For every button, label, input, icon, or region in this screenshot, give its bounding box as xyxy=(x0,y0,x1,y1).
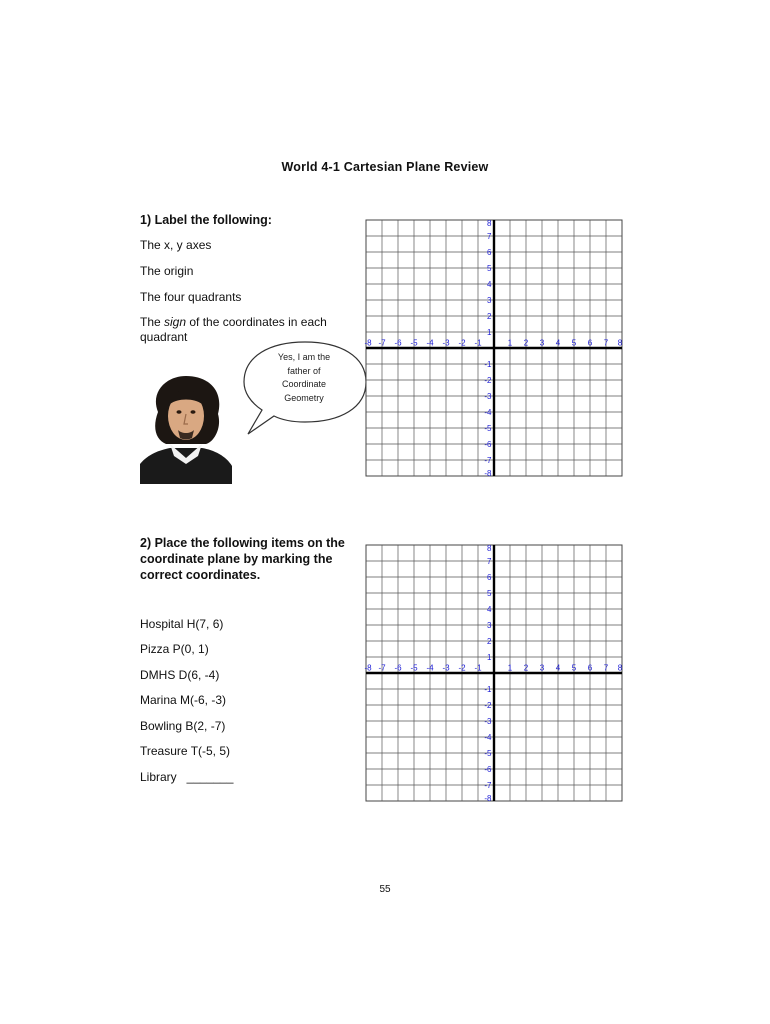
label-item-origin: The origin xyxy=(140,264,194,278)
x-tick-label: 1 xyxy=(507,663,513,673)
speech-bubble-text xyxy=(248,351,360,405)
y-tick-label: 5 xyxy=(487,589,492,598)
x-tick-label: -4 xyxy=(426,338,434,348)
x-tick-label: -5 xyxy=(410,338,418,348)
x-tick-label: 8 xyxy=(617,338,623,348)
question-2-heading: 2) Place the following items on the coordinate plane by marking the correct coordinates. xyxy=(140,536,345,582)
x-tick-label: -6 xyxy=(394,338,402,348)
y-tick-label: -8 xyxy=(484,469,492,478)
place-item-treasure: Treasure T(-5, 5) xyxy=(140,744,231,758)
x-tick-label: 4 xyxy=(555,663,561,673)
place-item-marina: Marina M(-6, -3) xyxy=(140,693,227,707)
x-tick-label: -2 xyxy=(458,663,466,673)
descartes-portrait xyxy=(140,372,232,484)
x-tick-label: 3 xyxy=(539,663,545,673)
bubble-line: Yes, I am the xyxy=(277,352,331,362)
y-tick-label: 2 xyxy=(487,312,492,321)
x-tick-label: 2 xyxy=(523,663,529,673)
y-tick-label: -5 xyxy=(484,424,492,433)
x-tick-label: -2 xyxy=(458,338,466,348)
x-tick-label: 1 xyxy=(507,338,513,348)
bubble-line: Coordinate xyxy=(281,379,327,389)
x-tick-label: -8 xyxy=(364,338,372,348)
x-tick-label: 8 xyxy=(617,663,623,673)
y-tick-label: -1 xyxy=(484,685,492,694)
y-tick-label: 4 xyxy=(487,605,492,614)
y-tick-label: 8 xyxy=(487,544,492,553)
y-tick-label: -6 xyxy=(484,440,492,449)
page-number: 55 xyxy=(379,884,391,895)
place-item-hospital: Hospital H(7, 6) xyxy=(140,617,224,631)
y-tick-label: -7 xyxy=(484,456,492,465)
y-tick-label: 6 xyxy=(487,248,492,257)
x-tick-label: -3 xyxy=(442,338,450,348)
y-tick-label: 8 xyxy=(487,219,492,228)
x-tick-label: -4 xyxy=(426,663,434,673)
y-tick-label: -3 xyxy=(484,717,492,726)
y-tick-label: 5 xyxy=(487,264,492,273)
x-tick-label: 3 xyxy=(539,338,545,348)
x-tick-label: 5 xyxy=(571,338,577,348)
y-tick-label: -2 xyxy=(484,701,492,710)
x-tick-label: 2 xyxy=(523,338,529,348)
x-tick-label: -5 xyxy=(410,663,418,673)
x-tick-label: -8 xyxy=(364,663,372,673)
x-tick-label: 7 xyxy=(603,338,609,348)
y-tick-label: 7 xyxy=(487,232,492,241)
sign-item-prefix: The xyxy=(140,315,165,329)
x-tick-label: 6 xyxy=(587,338,593,348)
y-tick-label: -4 xyxy=(484,733,492,742)
sign-item-emphasis: sign xyxy=(164,315,187,329)
y-tick-label: -1 xyxy=(484,360,492,369)
bubble-line: father of xyxy=(287,365,321,376)
x-tick-label: -7 xyxy=(378,663,386,673)
question-1-heading: 1) Label the following: xyxy=(140,213,272,227)
y-tick-label: 1 xyxy=(487,328,492,337)
place-item-dmhs: DMHS D(6, -4) xyxy=(140,668,220,682)
y-tick-label: 2 xyxy=(487,637,492,646)
place-item-pizza: Pizza P(0, 1) xyxy=(140,642,209,656)
y-tick-label: -6 xyxy=(484,765,492,774)
x-tick-label: 5 xyxy=(571,663,577,673)
y-tick-label: -3 xyxy=(484,392,492,401)
label-item-quadrants: The four quadrants xyxy=(140,290,242,304)
x-tick-label: -7 xyxy=(378,338,386,348)
y-tick-label: 3 xyxy=(487,296,492,305)
x-tick-label: -1 xyxy=(474,663,482,673)
x-tick-label: 6 xyxy=(587,663,593,673)
y-tick-label: -7 xyxy=(484,781,492,790)
place-item-library: Library _______ xyxy=(140,770,234,784)
y-tick-label: 1 xyxy=(487,653,492,662)
coordinate-grid-2[interactable] xyxy=(360,539,625,807)
y-tick-label: 7 xyxy=(487,557,492,566)
x-tick-label: -3 xyxy=(442,663,450,673)
y-tick-label: 3 xyxy=(487,621,492,630)
bubble-line: Geometry xyxy=(284,392,324,403)
x-tick-label: 4 xyxy=(555,338,561,348)
page-title: World 4-1 Cartesian Plane Review xyxy=(281,160,489,174)
y-tick-label: -4 xyxy=(484,408,492,417)
x-tick-label: -1 xyxy=(474,338,482,348)
x-tick-label: 7 xyxy=(603,663,609,673)
y-tick-label: -8 xyxy=(484,794,492,803)
y-tick-label: -5 xyxy=(484,749,492,758)
y-tick-label: -2 xyxy=(484,376,492,385)
y-tick-label: 6 xyxy=(487,573,492,582)
y-tick-label: 4 xyxy=(487,280,492,289)
label-item-axes: The x, y axes xyxy=(140,238,212,252)
coordinate-grid-1[interactable] xyxy=(360,214,625,482)
sign-item-suffix: of the coordinates in each quadrant xyxy=(140,315,327,344)
x-tick-label: -6 xyxy=(394,663,402,673)
place-item-bowling: Bowling B(2, -7) xyxy=(140,719,226,733)
